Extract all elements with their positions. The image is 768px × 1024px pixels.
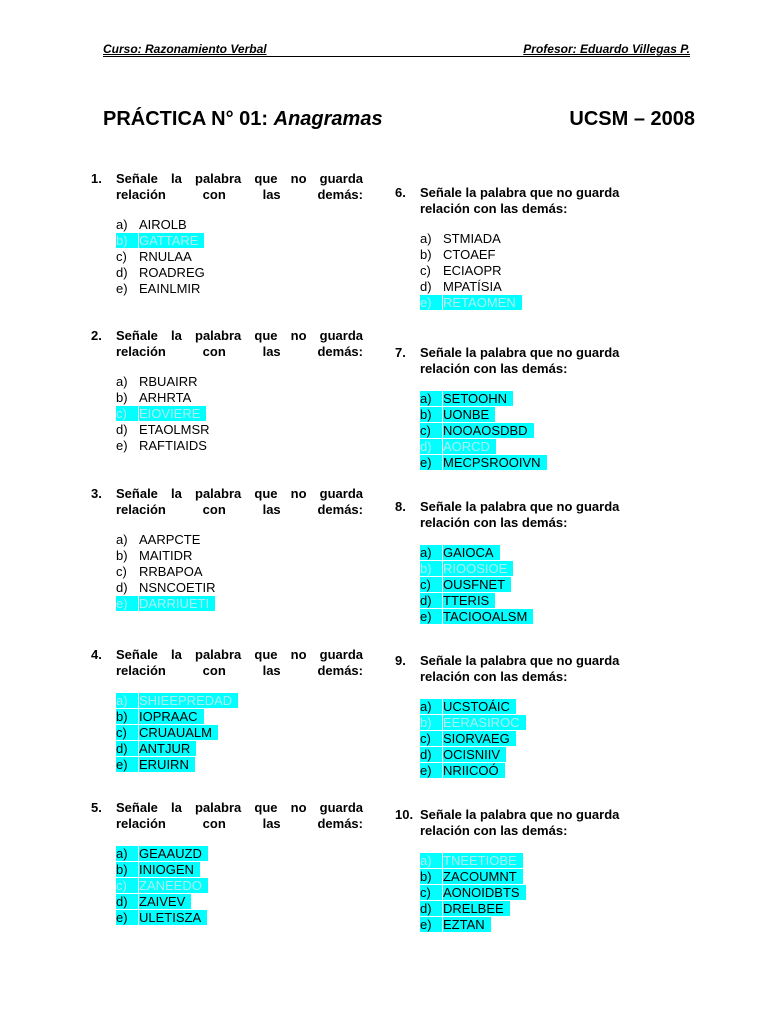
- option-word: ROADREG: [139, 265, 205, 280]
- page-header: [103, 42, 690, 57]
- option-letter: e): [116, 281, 128, 296]
- option-d: [116, 741, 363, 757]
- option-e: [420, 609, 667, 625]
- option-a: [420, 853, 667, 869]
- option-letter: d): [116, 741, 138, 756]
- option-d: [420, 593, 667, 609]
- option-list: [395, 391, 667, 471]
- option-letter: c): [420, 423, 442, 438]
- course-label: Curso: Razonamiento Verbal: [103, 42, 267, 56]
- option-letter: e): [420, 609, 442, 624]
- option-word: RETAOMEN: [443, 295, 522, 310]
- question-10: [395, 807, 667, 933]
- option-letter: e): [420, 455, 442, 470]
- option-letter: a): [116, 532, 128, 547]
- question-text: [91, 328, 363, 360]
- option-word: RBUAIRR: [139, 374, 198, 389]
- option-letter: e): [420, 295, 442, 310]
- option-b: [420, 715, 667, 731]
- option-word: GAIOCA: [443, 545, 500, 560]
- option-letter: a): [116, 374, 128, 389]
- option-word: EZTAN: [443, 917, 491, 932]
- option-c: [116, 406, 363, 422]
- option-d: [420, 901, 667, 917]
- option-word: RNULAA: [139, 249, 192, 264]
- question-8: [395, 499, 667, 625]
- option-word: AIROLB: [139, 217, 187, 232]
- option-word: ARHRTA: [139, 390, 192, 405]
- question-3: [91, 486, 363, 612]
- option-letter: c): [420, 263, 431, 278]
- option-c: [420, 577, 667, 593]
- option-word: DRELBEE: [443, 901, 510, 916]
- option-c: [420, 263, 667, 279]
- option-c: [116, 725, 363, 741]
- option-d: [420, 747, 667, 763]
- option-b: [420, 869, 667, 885]
- question-7: [395, 345, 667, 471]
- option-list: [395, 699, 667, 779]
- option-e: [420, 763, 667, 779]
- page-title: [103, 108, 695, 134]
- option-letter: b): [116, 548, 128, 563]
- option-word: TNEETIOBE: [443, 853, 523, 868]
- option-word: ANTJUR: [139, 741, 196, 756]
- option-word: ZANEEDO: [139, 878, 208, 893]
- question-6: [395, 185, 667, 311]
- option-letter: b): [420, 407, 442, 422]
- option-list: [91, 217, 363, 297]
- option-a: [116, 846, 363, 862]
- option-word: STMIADA: [443, 231, 501, 246]
- option-list: [91, 374, 363, 454]
- question-text: [91, 647, 363, 679]
- option-word: UONBE: [443, 407, 495, 422]
- option-word: DARRIUETI: [139, 596, 215, 611]
- institution-year: UCSM – 2008: [569, 108, 695, 130]
- option-letter: b): [116, 862, 138, 877]
- option-word: RRBAPOA: [139, 564, 203, 579]
- option-letter: a): [420, 545, 442, 560]
- option-word: TTERIS: [443, 593, 495, 608]
- option-word: MAITIDR: [139, 548, 193, 563]
- option-letter: c): [420, 885, 442, 900]
- question-number: 6.: [395, 185, 406, 200]
- option-a: [420, 391, 667, 407]
- option-word: AONOIDBTS: [443, 885, 526, 900]
- option-word: INIOGEN: [139, 862, 200, 877]
- option-d: [116, 422, 363, 438]
- option-e: [116, 438, 363, 454]
- option-b: [420, 407, 667, 423]
- question-prompt: Señale la palabra que no guarda relación con las demás:: [420, 345, 620, 376]
- question-prompt: Señale la palabra que no guarda relación con las demás:: [420, 653, 620, 684]
- option-word: RIOOSIOE: [443, 561, 513, 576]
- question-prompt: Señale la palabra que no guarda relación con las demás:: [420, 499, 620, 530]
- option-letter: c): [420, 731, 442, 746]
- option-letter: b): [420, 247, 432, 262]
- question-text: [91, 486, 363, 518]
- option-word: GATTARE: [139, 233, 204, 248]
- option-e: [116, 281, 363, 297]
- option-word: EIOVIERE: [139, 406, 206, 421]
- question-text: [91, 800, 363, 832]
- option-letter: d): [116, 265, 128, 280]
- option-letter: b): [420, 561, 442, 576]
- option-letter: b): [116, 233, 138, 248]
- option-word: NOOAOSDBD: [443, 423, 534, 438]
- question-prompt: Señale la palabra que no guarda relación con las demás:: [116, 328, 363, 359]
- option-letter: e): [116, 438, 128, 453]
- option-e: [420, 455, 667, 471]
- option-letter: b): [116, 390, 128, 405]
- question-5: [91, 800, 363, 926]
- option-word: MPATÍSIA: [443, 279, 502, 294]
- option-a: [420, 545, 667, 561]
- option-letter: e): [116, 910, 138, 925]
- option-letter: c): [420, 577, 442, 592]
- question-text: [91, 171, 363, 203]
- option-letter: e): [116, 596, 138, 611]
- question-2: [91, 328, 363, 454]
- option-c: [116, 249, 363, 265]
- option-b: [116, 862, 363, 878]
- option-word: GEAAUZD: [139, 846, 208, 861]
- question-prompt: Señale la palabra que no guarda relación con las demás:: [116, 800, 363, 831]
- option-letter: a): [116, 846, 138, 861]
- option-letter: a): [420, 231, 432, 246]
- option-letter: d): [420, 593, 442, 608]
- option-letter: d): [420, 279, 432, 294]
- option-list: [395, 231, 667, 311]
- option-letter: d): [420, 901, 442, 916]
- option-d: [420, 439, 667, 455]
- option-d: [420, 279, 667, 295]
- option-word: ECIAOPR: [443, 263, 502, 278]
- option-e: [116, 596, 363, 612]
- option-word: ZACOUMNT: [443, 869, 523, 884]
- option-c: [420, 423, 667, 439]
- option-a: [116, 374, 363, 390]
- question-prompt: Señale la palabra que no guarda relación con las demás:: [116, 171, 363, 202]
- question-text: [395, 345, 667, 377]
- option-letter: a): [420, 853, 442, 868]
- question-text: [395, 807, 667, 839]
- practice-number: PRÁCTICA N° 01:: [103, 108, 269, 130]
- option-letter: a): [116, 693, 138, 708]
- option-d: [116, 265, 363, 281]
- option-word: OCISNIIV: [443, 747, 506, 762]
- option-a: [116, 532, 363, 548]
- option-letter: d): [116, 580, 128, 595]
- option-e: [116, 757, 363, 773]
- question-text: [395, 653, 667, 685]
- option-e: [116, 910, 363, 926]
- option-word: MECPSROOIVN: [443, 455, 547, 470]
- option-d: [116, 580, 363, 596]
- option-word: SHIEEPREDAD: [139, 693, 238, 708]
- option-a: [116, 217, 363, 233]
- option-e: [420, 917, 667, 933]
- option-word: RAFTIAIDS: [139, 438, 207, 453]
- option-word: EAINLMIR: [139, 281, 201, 296]
- option-letter: d): [116, 894, 138, 909]
- option-letter: b): [116, 709, 138, 724]
- option-word: ERUIRN: [139, 757, 195, 772]
- option-letter: b): [420, 715, 442, 730]
- option-b: [420, 561, 667, 577]
- option-b: [116, 709, 363, 725]
- option-word: SIORVAEG: [443, 731, 516, 746]
- option-letter: c): [116, 406, 138, 421]
- option-letter: a): [420, 699, 442, 714]
- option-letter: c): [116, 878, 138, 893]
- question-number: 4.: [91, 647, 102, 662]
- practice-title: [103, 108, 383, 131]
- option-word: OUSFNET: [443, 577, 511, 592]
- option-word: CTOAEF: [443, 247, 496, 262]
- question-number: 3.: [91, 486, 102, 501]
- option-list: [91, 532, 363, 612]
- question-text: [395, 185, 667, 217]
- question-number: 10.: [395, 807, 414, 822]
- option-c: [116, 564, 363, 580]
- option-a: [116, 693, 363, 709]
- option-letter: d): [420, 439, 442, 454]
- option-letter: c): [116, 249, 127, 264]
- option-letter: e): [420, 917, 442, 932]
- practice-topic: Anagramas: [273, 108, 383, 130]
- option-a: [420, 699, 667, 715]
- option-word: IOPRAAC: [139, 709, 204, 724]
- option-d: [116, 894, 363, 910]
- question-number: 7.: [395, 345, 406, 360]
- option-b: [116, 233, 363, 249]
- option-letter: a): [116, 217, 128, 232]
- question-number: 2.: [91, 328, 102, 343]
- option-word: SETOOHN: [443, 391, 513, 406]
- option-word: CRUAUALM: [139, 725, 218, 740]
- option-letter: d): [116, 422, 128, 437]
- option-b: [420, 247, 667, 263]
- question-prompt: Señale la palabra que no guarda relación con las demás:: [116, 486, 363, 517]
- question-prompt: Señale la palabra que no guarda relación con las demás:: [116, 647, 363, 678]
- option-list: [91, 846, 363, 926]
- question-number: 1.: [91, 171, 102, 186]
- question-1: [91, 171, 363, 297]
- teacher-label: Profesor: Eduardo Villegas P.: [523, 42, 690, 56]
- option-word: ZAIVEV: [139, 894, 191, 909]
- option-word: EERASIROC: [443, 715, 526, 730]
- option-list: [395, 853, 667, 933]
- question-number: 8.: [395, 499, 406, 514]
- option-letter: c): [116, 725, 138, 740]
- option-a: [420, 231, 667, 247]
- option-word: TACIOOALSM: [443, 609, 533, 624]
- option-c: [420, 885, 667, 901]
- question-text: [395, 499, 667, 531]
- option-letter: e): [420, 763, 442, 778]
- question-number: 9.: [395, 653, 406, 668]
- option-c: [420, 731, 667, 747]
- option-letter: b): [420, 869, 442, 884]
- option-word: UCSTOÁIC: [443, 699, 516, 714]
- option-word: ETAOLMSR: [139, 422, 210, 437]
- option-letter: e): [116, 757, 138, 772]
- option-word: NSNCOETIR: [139, 580, 216, 595]
- option-letter: d): [420, 747, 442, 762]
- option-list: [91, 693, 363, 773]
- option-letter: a): [420, 391, 442, 406]
- option-word: AORCD: [443, 439, 496, 454]
- option-letter: c): [116, 564, 127, 579]
- option-list: [395, 545, 667, 625]
- option-b: [116, 390, 363, 406]
- question-number: 5.: [91, 800, 102, 815]
- question-4: [91, 647, 363, 773]
- question-prompt: Señale la palabra que no guarda relación con las demás:: [420, 185, 620, 216]
- option-b: [116, 548, 363, 564]
- question-prompt: Señale la palabra que no guarda relación con las demás:: [420, 807, 620, 838]
- question-9: [395, 653, 667, 779]
- option-word: AARPCTE: [139, 532, 201, 547]
- option-e: [420, 295, 667, 311]
- option-word: ULETISZA: [139, 910, 207, 925]
- option-word: NRIICOÓ: [443, 763, 505, 778]
- option-c: [116, 878, 363, 894]
